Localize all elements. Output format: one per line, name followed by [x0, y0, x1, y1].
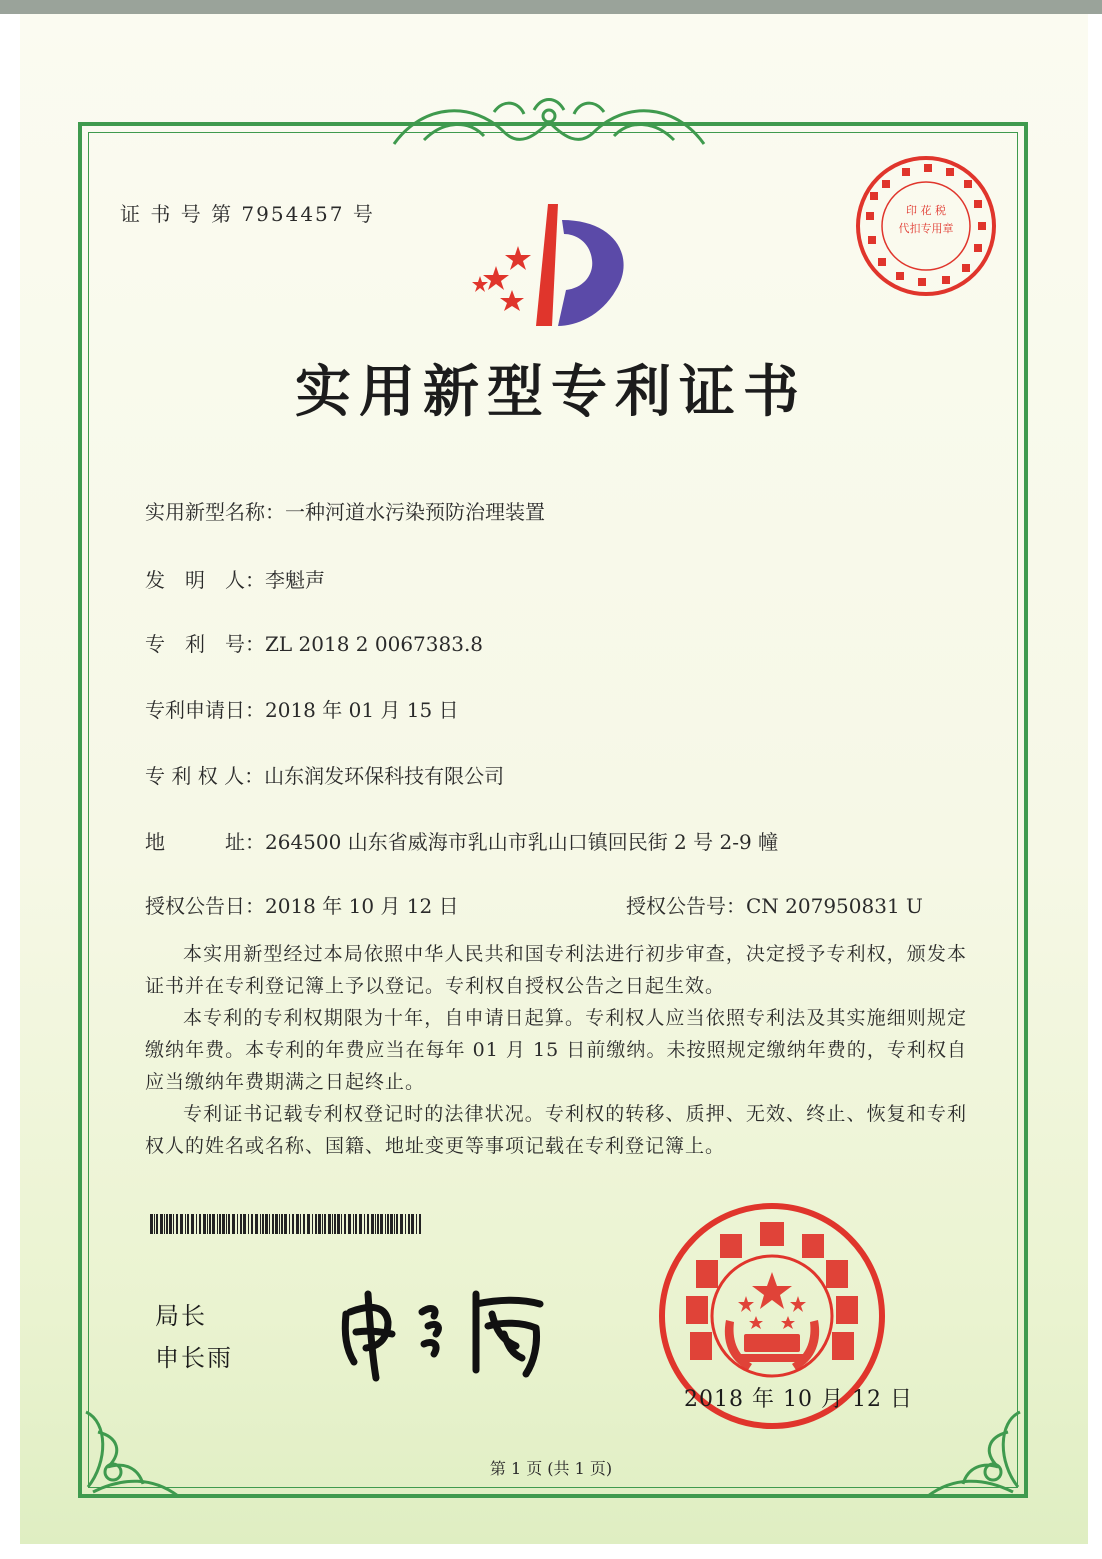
application-date-row [145, 694, 459, 723]
grant-date-value: 2018 年 10 月 12 日 [265, 894, 459, 918]
application-date-value: 2018 年 01 月 15 日 [265, 698, 459, 722]
corner-ornament-icon [78, 1392, 188, 1502]
patentee-label: 专 利 权 人： [145, 764, 265, 788]
certificate-number: 证 书 号 第 7954457 号 [120, 202, 375, 226]
statement-paragraph: 专利证书记载专利权登记时的法律状况。专利权的转移、质押、无效、终止、恢复和专利权人的姓名或名称、国籍、地址变更等事项记载在专利登记簿上。 [145, 1103, 967, 1157]
address-label: 地 址： [145, 830, 265, 854]
patentee-row [145, 760, 504, 789]
utility-model-name-row [145, 496, 545, 525]
tax-stamp-icon [852, 152, 1000, 300]
statement-paragraph: 本专利的专利权期限为十年，自申请日起算。专利权人应当依照专利法及其实施细则规定缴纳年费。本专利的年费应当在每年 01 月 15 日前缴纳。未按照规定缴纳年费的，专利权自应当缴纳年费期满之日起终止。 [145, 1007, 967, 1093]
application-date-label: 专利申请日： [145, 698, 265, 722]
seal-date: 2018 年 10 月 12 日 [684, 1387, 913, 1412]
page-number: 第 1 页 (共 1 页) [489, 1459, 613, 1478]
grant-date-row [145, 890, 459, 919]
grant-number-label: 授权公告号： [626, 894, 746, 918]
grant-date-label: 授权公告日： [145, 894, 265, 918]
inventor-value: 李魁声 [265, 568, 325, 592]
patent-number-value: ZL 2018 2 0067383.8 [265, 632, 484, 656]
director-name: 申长雨 [155, 1344, 233, 1372]
statement-paragraph: 本实用新型经过本局依照中华人民共和国专利法进行初步审查，决定授予专利权，颁发本证书并在专利登记簿上予以登记。专利权自授权公告之日起生效。 [145, 943, 967, 997]
grant-number-row [626, 890, 923, 919]
inventor-row [145, 564, 325, 593]
utility-model-name-label: 实用新型名称： [145, 500, 285, 524]
director-title: 局长 [155, 1302, 207, 1330]
svg-text:印 花 税: 印 花 税 [906, 204, 946, 217]
patent-number-row [145, 628, 483, 657]
address-row [145, 826, 778, 855]
director-signature-icon [326, 1274, 576, 1384]
utility-model-name-value: 一种河道水污染预防治理装置 [285, 500, 545, 524]
certificate-statement [145, 938, 967, 1162]
patent-office-emblem-icon [466, 198, 636, 334]
svg-text:代扣专用章: 代扣专用章 [898, 222, 954, 235]
corner-ornament-icon [918, 1392, 1028, 1502]
barcode-icon [150, 1214, 424, 1234]
grant-number-value: CN 207950831 U [746, 894, 923, 918]
inventor-label: 发 明 人： [145, 568, 265, 592]
patentee-value: 山东润发环保科技有限公司 [264, 764, 505, 788]
top-ornament-icon [384, 92, 714, 152]
address-value: 264500 山东省威海市乳山市乳山口镇回民街 2 号 2-9 幢 [265, 830, 779, 854]
patent-number-label: 专 利 号： [145, 632, 265, 656]
certificate-title: 实用新型专利证书 [295, 359, 807, 425]
scan-edge [0, 0, 1102, 14]
